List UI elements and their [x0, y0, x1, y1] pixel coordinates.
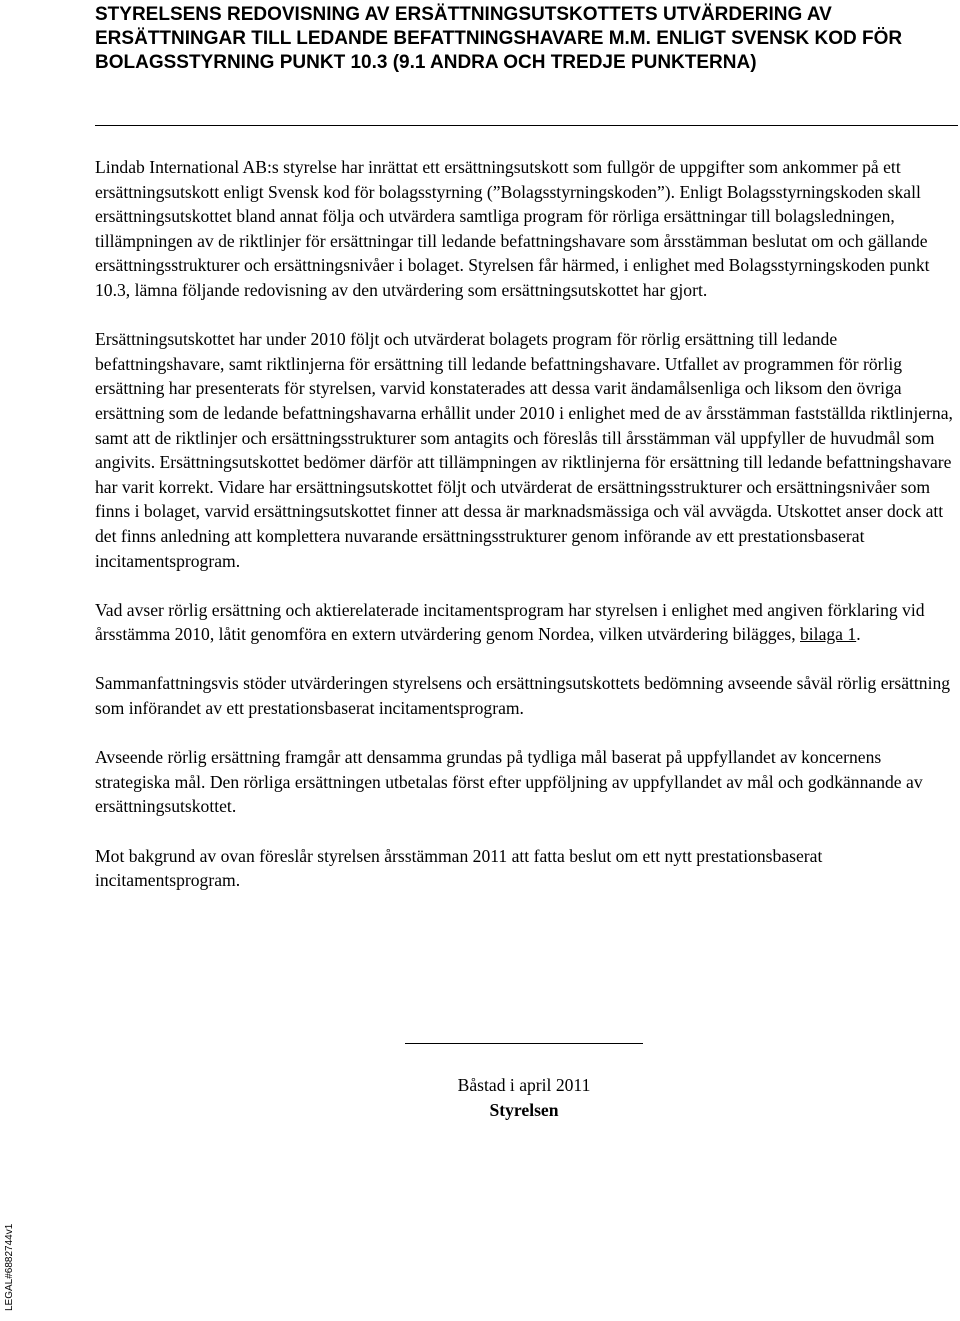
signature-place-date: Båstad i april 2011 [457, 1075, 591, 1095]
signature-line [405, 1043, 643, 1044]
paragraph-external-evaluation-end: . [856, 624, 861, 645]
attachment-link[interactable]: bilaga 1 [800, 624, 857, 645]
paragraph-proposal: Mot bakgrund av ovan föreslår styrelsen årsstämman 2011 att fatta beslut om ett nytt prestationsbaserat incitamentsprogram. [95, 845, 823, 891]
paragraph-evaluation: Ersättningsutskottet har under 2010 följt och utvärderat bolagets program för rörlig ersättning till ledande befattningshavare, samt riktlinjerna för ersättning till ledande befattningshavare. Utfallet av programmen för rörlig ersättning har presenterats för styrelsen, varvid konstaterades att dessa varit ändamålsenliga och liksom den övriga ersättning som de ledande befattningshavarna erhållit under 2010 i enlighet med de av årsstämman fastställda riktlinjerna, samt att de riktlinjer och ersättningsstrukturer som antagits och föreslås till årsstämman väl uppfyller de huvudmål som angivits. Ersättningsutskottet bedömer därför att tillämpningen av riktlinjerna för ersättning till ledande befattningshavare har varit korrekt. Vidare har ersättningsutskottet följt och utvärderat de ersättningsstrukturer och ersättningsnivåer som finns i bolaget, varvid ersättningsutskottet finner att dessa är marknadsmässiga och väl avvägda. Utskottet anser dock att det finns anledning att komplettera nuvarande ersättningsstrukturer genom införande av ett prestationsbaserat incitamentsprogram. [95, 329, 953, 571]
paragraph-summary: Sammanfattningsvis stöder utvärderingen styrelsens och ersättningsutskottets bedömning avseende såväl rörlig ersättning som införandet av ett prestationsbaserat incitamentsprogram. [95, 673, 951, 719]
document-reference-code: LEGAL#6882744v1 [4, 1223, 15, 1311]
paragraph-variable-compensation: Avseende rörlig ersättning framgår att densamma grundas på tydliga mål baserat på uppfyllandet av koncernens strategiska mål. Den rörliga ersättningen utbetalas först efter uppföljning av uppfyllandet av mål och godkännande av ersättningsutskottet. [95, 747, 923, 817]
heading-divider [95, 125, 958, 126]
paragraph-external-evaluation-text: Vad avser rörlig ersättning och aktierelaterade incitamentsprogram har styrelsen i enlighet med angiven förklaring vid årsstämma 2010, låtit genomföra en extern utvärdering genom Nordea, vilken utvärdering bilägges, [95, 599, 925, 645]
document-body [95, 155, 953, 917]
signature-name: Styrelsen [489, 1100, 559, 1120]
paragraph-external-evaluation [95, 598, 953, 647]
paragraph-intro: Lindab International AB:s styrelse har inrättat ett ersättningsutskott som fullgör de uppgifter som ankommer på ett ersättningsutskott enligt Svensk kod för bolagsstyrning (”Bolagsstyrningskoden”). Enligt Bolagsstyrningskoden skall ersättningsutskottet bland annat följa och utvärdera samtliga program för rörliga ersättningar till bolagsledningen, tillämpningen av de riktlinjer för ersättningar till ledande befattningshavare som årsstämman beslutat om och gällande ersättningsstrukturer och ersättningsnivåer i bolaget. Styrelsen får härmed, i enlighet med Bolagsstyrningskoden punkt 10.3, lämna följande redovisning av den utvärdering som ersättningsutskottet har gjort. [95, 157, 930, 300]
document-heading: STYRELSENS REDOVISNING AV ERSÄTTNINGSUTSKOTTETS UTVÄRDERING AV ERSÄTTNINGAR TILL LEDANDE BEFATTNINGSHAVARE M.M. ENLIGT SVENSK KOD FÖR BOLAGSSTYRNING PUNKT 10.3 (9.1 ANDRA OCH TREDJE PUNKTERNA) [95, 4, 903, 73]
